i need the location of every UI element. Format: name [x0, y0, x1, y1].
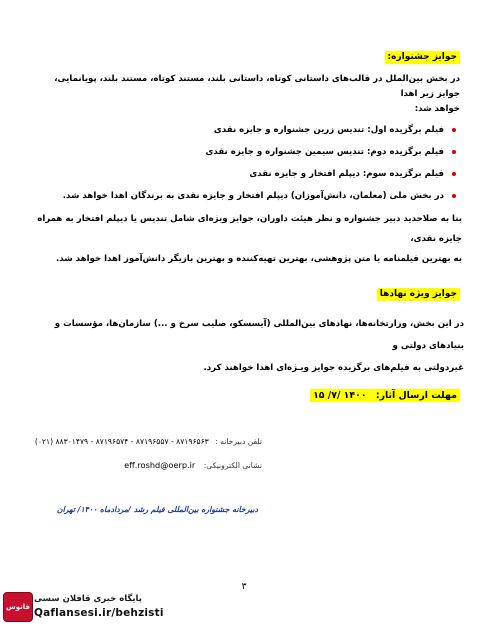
deadline-highlight [310, 389, 460, 402]
watermark-title: پایگاه خبری قافلان سسی [34, 594, 142, 604]
phone-numbers: ۸۷۱۹۶۵۶۳ - ۸۷۱۹۶۵۵۷ - ۸۷۱۹۶۵۷۴ - ۸۸۳۰۱۴۷۹ (۰۲۱) [34, 437, 209, 446]
email-link[interactable]: eff.roshd@oerp.ir [124, 460, 196, 470]
bullet-icon [452, 194, 456, 198]
awards-list [36, 119, 456, 207]
discretion-line-1: بنا به صلاحدید دبیر جشنواره و نظر هیئت داوران، جوایز ویژه‌ای شامل تندیس یا دیپلم افتخار به همراه جایزه نقدی، [37, 214, 462, 244]
awards-discretion [22, 209, 462, 269]
bullet-icon [452, 128, 456, 132]
watermark-logo: فانوس [3, 592, 33, 622]
special-awards-heading: جوایز ویژه نهادها [377, 288, 460, 301]
awards-heading: جوایز جشنواره: [385, 51, 460, 64]
awards-intro-line-2: خواهد شد: [414, 104, 460, 114]
bullet-icon [452, 172, 456, 176]
special-awards-text [20, 313, 464, 379]
email-row [124, 459, 262, 472]
deadline-date: ۱۴۰۰ /۷/ ۱۵ [313, 390, 367, 401]
list-item: فیلم برگزیده سوم: دیپلم افتخار و جایزه نقدی [36, 163, 456, 185]
bullet-icon [452, 150, 456, 154]
list-item: فیلم برگزیده دوم: تندیس سیمین جشنواره و جایزه نقدی [36, 141, 456, 163]
discretion-line-2: به بهترین فیلمنامه یا متن پژوهشی، بهترین تهیه‌کننده و بهترین بازیگر دانش‌آموز اهدا خواهد شد. [56, 254, 462, 264]
awards-intro [30, 72, 460, 117]
page-number: ۳ [241, 582, 247, 592]
special-line-2: غیردولتی به فیلم‌های برگزیده جوایز ویـژه‌ای اهدا خواهند کرد. [203, 363, 464, 373]
awards-intro-line-1: در بخش بین‌الملل در قالب‌های داستانی کوتاه، داستانی بلند، مستند کوتاه، مستند بلند، پویانمایی، جوایز زیر اهدا [54, 74, 460, 99]
phone-label: تلفن دبیرخانه : [215, 437, 262, 446]
list-item: فیلم برگزیده اول: تندیس زرین جشنواره و جایزه نقدی [36, 119, 456, 141]
special-line-1: در این بخش، وزارتخانه‌ها، نهادهای بین‌المللی (آیسسکو، صلیب سرخ و ...) سازمان‌ها، مؤسسات و بنیادهای دولتی و [54, 319, 464, 351]
phone-row [35, 436, 262, 448]
secretariat-signature: دبیرخانه جشنواره بین‌المللی فیلم رشد /مردادماه ۱۴۰۰/ تهران [56, 505, 258, 514]
deadline-label: مهلت ارسال آثار: [375, 390, 457, 401]
email-label: نشانی الکترونیکی: [203, 461, 262, 470]
list-item: در بخش ملی (معلمان، دانش‌آموزان) دیپلم افتخار و جایزه نقدی به برندگان اهدا خواهد شد. [36, 185, 456, 207]
watermark-url[interactable]: Qaflansesi.ir/behzisti [34, 607, 164, 619]
